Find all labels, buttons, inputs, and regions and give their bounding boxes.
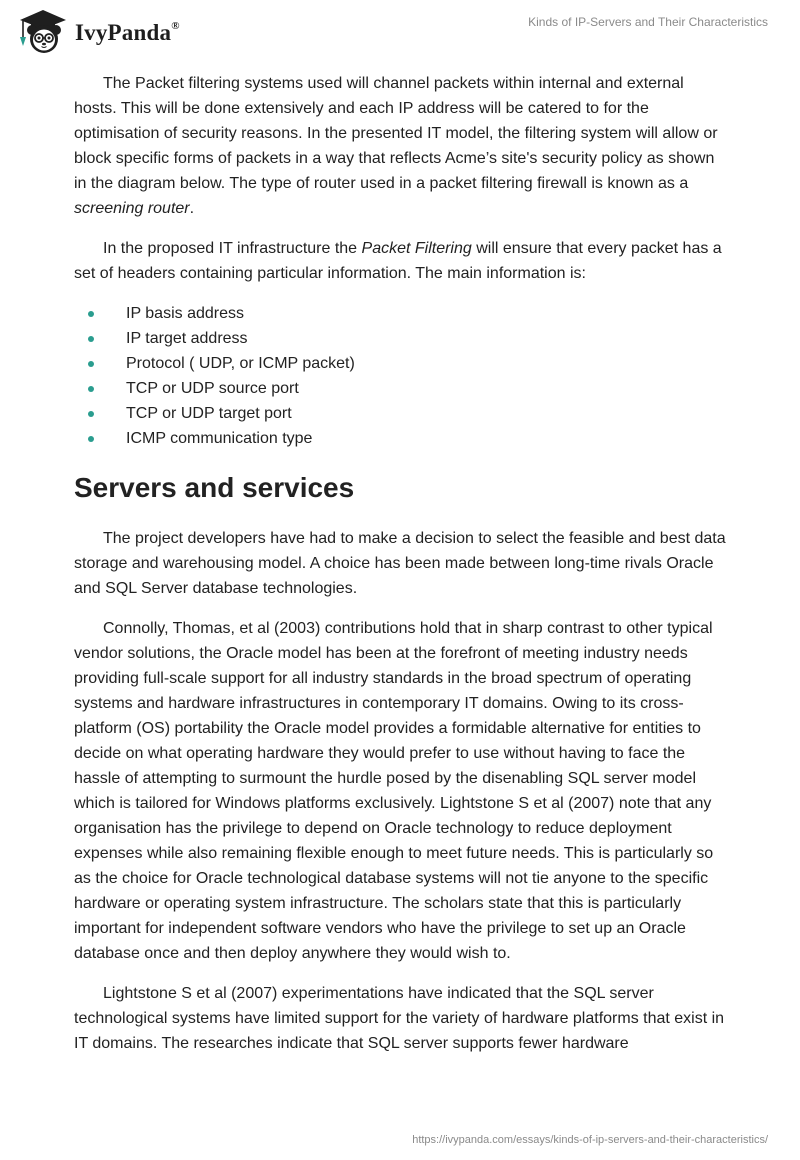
- list-item: Protocol ( UDP, or ICMP packet): [74, 351, 726, 376]
- panda-logo-icon: [14, 8, 72, 56]
- page-header: [0, 0, 800, 62]
- bullet-icon: [88, 311, 94, 317]
- header-info-list: [74, 301, 726, 451]
- registered-mark: ®: [171, 20, 180, 33]
- paragraph-packet-filtering: The Packet filtering systems used will channel packets within internal and external hosts. This will be done extensively and each IP address will be catered to for the optimisation of security reasons. In the presented IT model, the filtering system will allow or block specific forms of packets in a way that reflects Acme’s site's security policy as shown in the diagram below. The type of router used in a packet filtering firewall is known as a screening router.: [74, 75, 718, 217]
- paragraph-project-decision: The project developers have had to make a decision to select the feasible and best data storage and warehousing model. A choice has been made between long-time rivals Oracle and SQL Server database technologies.: [74, 530, 726, 597]
- ivypanda-logo[interactable]: [14, 8, 180, 56]
- list-item: IP target address: [74, 326, 726, 351]
- paragraph-infrastructure: In the proposed IT infrastructure the Packet Filtering will ensure that every packet has a set of headers containing particular information. The main information is:: [74, 240, 722, 282]
- emphasis-screening-router: screening router: [74, 200, 190, 217]
- list-item: IP basis address: [74, 301, 726, 326]
- bullet-icon: [88, 411, 94, 417]
- essay-content: [74, 71, 726, 1071]
- bullet-icon: [88, 386, 94, 392]
- paragraph-sql-server: Lightstone S et al (2007) experimentations have indicated that the SQL server technological systems have limited support for the variety of hardware platforms that exist in IT domains. The researches indicate that SQL server supports fewer hardware: [74, 985, 725, 1052]
- list-item: ICMP communication type: [74, 426, 726, 451]
- paragraph-oracle-model: Connolly, Thomas, et al (2003) contributions hold that in sharp contrast to other typical vendor solutions, the Oracle model has been at the forefront of meeting industry needs providing full-scale support for all industry standards in the broad spectrum of operating systems and hardware infrastructures in contemporary IT domains. Owing to its cross-platform (OS) portability the Oracle model provides a formidable alternative for entities to decide on what operating hardware they would prefer to use without having to face the hassle of attempting to surmount the hurdle posed by the disenabling SQL server model which is tailored for Windows platforms exclusively. Lightstone S et al (2007) note that any organisation has the privilege to depend on Oracle technology to reduce deployment expenses while also remaining flexible enough to meet future needs. This is particularly so as the choice for Oracle technological database systems will not tie anyone to the specific hardware or operating system infrastructure. The scholars state that this is particularly important for independent software vendors who have the privilege to set up an Oracle database once and then deploy anywhere they would wish to.: [74, 620, 714, 962]
- bullet-icon: [88, 336, 94, 342]
- bullet-icon: [88, 361, 94, 367]
- bullet-icon: [88, 436, 94, 442]
- list-item: TCP or UDP target port: [74, 401, 726, 426]
- emphasis-packet-filtering: Packet Filtering: [361, 240, 472, 257]
- document-title: Kinds of IP-Servers and Their Characteristics: [528, 15, 768, 29]
- section-heading: Servers and services: [74, 472, 355, 503]
- list-item: TCP or UDP source port: [74, 376, 726, 401]
- logo-wordmark: IvyPanda®: [75, 20, 180, 45]
- source-url-link[interactable]: https://ivypanda.com/essays/kinds-of-ip-servers-and-their-characteristics/: [412, 1134, 768, 1146]
